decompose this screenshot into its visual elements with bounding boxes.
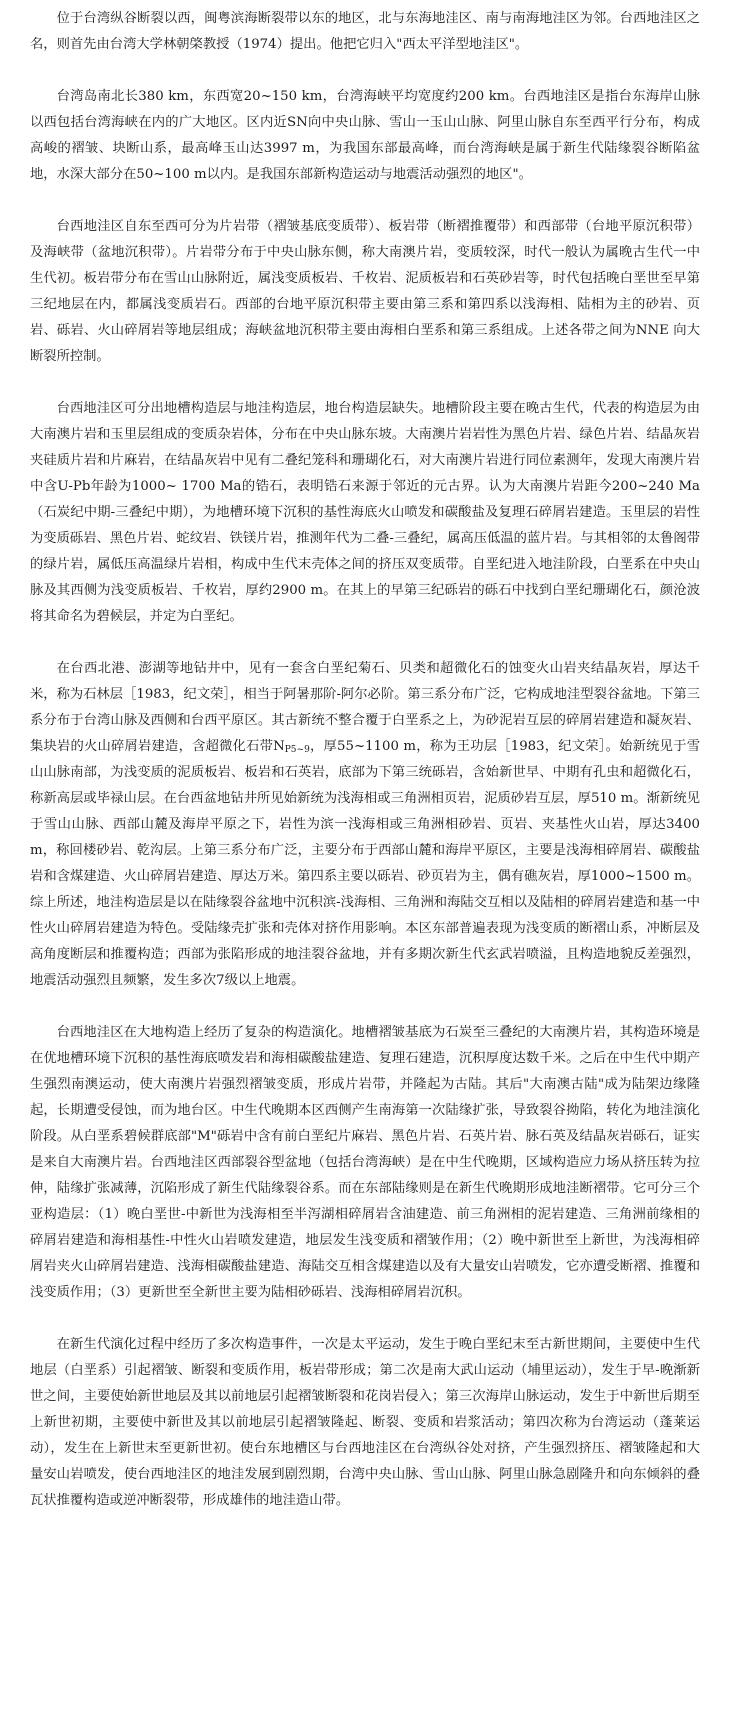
- paragraph-5-text-after: ，厚55~1100 m，称为王功层［1983，纪文荣］。始新统见于雪山山脉南部，为浅变质的泥质板岩、板岩和石英岩，底部为下第三统砾岩，含始新世早、中期有孔虫和超微化石，称新高层或毕禄山层。在台西盆地钻井所见始新统为浅海相或三角洲相页岩，泥质砂岩互层，厚510 m。渐新统见于雪山山脉、西部山麓及海岸平原之下，岩性为滨一浅海相或三角洲相砂岩、页岩、夹基性火山岩，厚达3400 m，称回楼砂岩、乾沟层。上第三系分布广泛，主要分布于西部山麓和海岸平原区，主要是浅海相碎屑岩、碳酸盐岩和含煤建造、火山碎屑岩建造、厚达万米。第四系主要以砾岩、砂页岩为主，偶有礁灰岩，厚1000~1500 m。综上所述，地洼构造层是以在陆缘裂谷盆地中沉积滨-浅海相、三角洲和海陆交互相以及陆相的碎屑岩建造和基一中性火山碎屑岩建造为特色。受陆缘壳扩张和壳体对挤作用影响。本区东部普遍表现为浅变质的断褶山系，冲断层及高角度断层和推覆构造；西部为张陷形成的地洼裂谷盆地，并有多期次新生代玄武岩喷溢，且构造地貌反差强烈，地震活动强烈且频繁，发生多次7级以上地震。: [30, 739, 700, 988]
- paragraph-1: 位于台湾纵谷断裂以西，闽粤滨海断裂带以东的地区，北与东海地洼区、南与南海地洼区为邻。台西地洼区之名，则首先由台湾大学林朝棨教授（1974）提出。他把它归入"西太平洋型地洼区"。: [30, 11, 700, 52]
- paragraph-6: 台西地洼区在大地构造上经历了复杂的构造演化。地槽褶皱基底为石炭至三叠纪的大南澳片岩，其构造环境是在优地槽环境下沉积的基性海底喷发岩和海相碳酸盐建造、复理石建造，沉积厚度达数千米。之后在中生代中期产生强烈南澳运动，使大南澳片岩强烈褶皱变质，形成片岩带，并隆起为古陆。其后"大南澳古陆"成为陆架边缘隆起，长期遭受侵蚀，而为地台区。中生代晚期本区西侧产生南海第一次陆缘扩张，导致裂谷拗陷，转化为地洼演化阶段。从白垩系碧候群底部"M"砾岩中含有前白垩纪片麻岩、黑色片岩、石英片岩、脉石英及结晶灰岩砾石，证实是来自大南澳片岩。台西地洼区西部裂谷型盆地（包括台湾海峡）是在中生代晚期，区域构造应力场从挤压转为拉伸，陆缘扩张减薄，沉陷形成了新生代陆缘裂谷系。而在东部陆缘则是在新生代晚期形成地洼断褶带。它可分三个亚构造层：（1）晚白垩世-中新世为浅海相至半泻湖相碎屑岩含油建造、前三角洲相的泥岩建造、三角洲前缘相的碎屑岩建造和海相基性-中性火山岩喷发建造，地层发生浅变质和褶皱作用；（2）晚中新世至上新世，为浅海相碎屑岩夹火山碎屑岩建造、浅海相碳酸盐建造、海陆交互相含煤建造以及有大量安山岩喷发，它亦遭受断褶、推覆和浅变质作用；（3）更新世至全新世主要为陆相砂砾岩、浅海相碎屑岩沉积。: [30, 1025, 700, 1300]
- paragraph-2: 台湾岛南北长380 km，东西宽20~150 km，台湾海峡平均宽度约200 km。台西地洼区是指台东海岸山脉以西包括台湾海峡在内的广大地区。区内近SN向中央山脉、雪山一玉山山脉、阿里山脉自东至西平行分布，构成高峻的褶皱、块断山系，最高峰玉山达3997 m，为我国东部最高峰，而台湾海峡是属于新生代陆缘裂谷断陷盆地，水深大部分在50~100 m以内。是我国东部新构造运动与地震活动强烈的地区"。: [30, 89, 700, 182]
- paragraph-5: [30, 656, 700, 994]
- paragraph-7: 在新生代演化过程中经历了多次构造事件，一次是太平运动，发生于晚白垩纪末至古新世期间，主要使中生代地层（白垩系）引起褶皱、断裂和变质作用，板岩带形成；第二次是南大武山运动（埔里运动），发生于早-晚渐新世之间，主要使始新世地层及其以前地层引起褶皱断裂和花岗岩侵入；第三次海岸山脉运动，发生于中新世后期至上新世初期，主要使中新世及其以前地层引起褶皱隆起、断裂、变质和岩浆活动；第四次称为台湾运动（蓬莱运动），发生在上新世末至更新世初。使台东地槽区与台西地洼区在台湾纵谷处对挤，产生强烈挤压、褶皱隆起和大量安山岩喷发，使台西地洼区的地洼发展到剧烈期，台湾中央山脉、雪山山脉、阿里山脉急剧隆升和向东倾斜的叠瓦状推覆构造或逆冲断裂带，形成雄伟的地洼造山带。: [30, 1337, 700, 1508]
- paragraph-5-subscript: P5~9: [284, 745, 310, 755]
- paragraph-4: 台西地洼区可分出地槽构造层与地洼构造层，地台构造层缺失。地槽阶段主要在晚古生代，代表的构造层为由大南澳片岩和玉里层组成的变质杂岩体，分布在中央山脉东坡。大南澳片岩岩性为黑色片岩、绿色片岩、结晶灰岩夹硅质片岩和片麻岩，在结晶灰岩中见有二叠纪笼科和珊瑚化石，对大南澳片岩进行同位素测年，发现大南澳片岩中含U-Pb年龄为1000~ 1700 Ma的锆石，表明锆石来源于邻近的元古界。认为大南澳片岩距今200~240 Ma（石炭纪中期-三叠纪中期），为地槽环境下沉积的基性海底火山喷发和碳酸盐及复理石碎屑岩建造。玉里层的岩性为变质砾岩、黑色片岩、蛇纹岩、铁镁片岩，推测年代为二叠-三叠纪，属高压低温的蓝片岩。与其相邻的太鲁阁带的绿片岩，属低压高温绿片岩相，构成中生代末壳体之间的挤压双变质带。自垩纪进入地洼阶段，白垩系在中央山脉及其西侧为浅变质板岩、千枚岩，厚约2900 m。在其上的早第三纪砾岩的砾石中找到白垩纪珊瑚化石，颜沧波将其命名为碧候层，并定为白垩纪。: [30, 401, 700, 624]
- paragraph-3: 台西地洼区自东至西可分为片岩带（褶皱基底变质带）、板岩带（断褶推覆带）和西部带（台地平原沉积带）及海峡带（盆地沉积带）。片岩带分布于中央山脉东侧，称大南澳片岩，变质较深，时代一般认为属晚古生代一中生代初。板岩带分布在雪山山脉附近，属浅变质板岩、千枚岩、泥质板岩和石英砂岩等，时代包括晚白垩世至早第三纪地层在内，都属浅变质岩石。西部的台地平原沉积带主要由第三系和第四系以浅海相、陆相为主的砂岩、页岩、砾岩、火山碎屑岩等地层组成；海峡盆地沉积带主要由海相白垩系和第三系组成。上述各带之间为NNE 向大断裂所控制。: [30, 219, 700, 364]
- paragraph-5-text-before: 在台西北港、澎湖等地钻井中，见有一套含白垩纪菊石、贝类和超微化石的蚀变火山岩夹结晶灰岩，厚达千米，称为石林层［1983，纪文荣］，相当于阿暑那阶-阿尔必阶。第三系分布广泛，它构成地洼型裂谷盆地。下第三系分布于台湾山脉及西侧和台西平原区。其古新统不整合覆于白垩系之上，为砂泥岩互层的碎屑岩建造和凝灰岩、集块岩的火山碎屑岩建造，含超微化石带N: [30, 661, 700, 754]
